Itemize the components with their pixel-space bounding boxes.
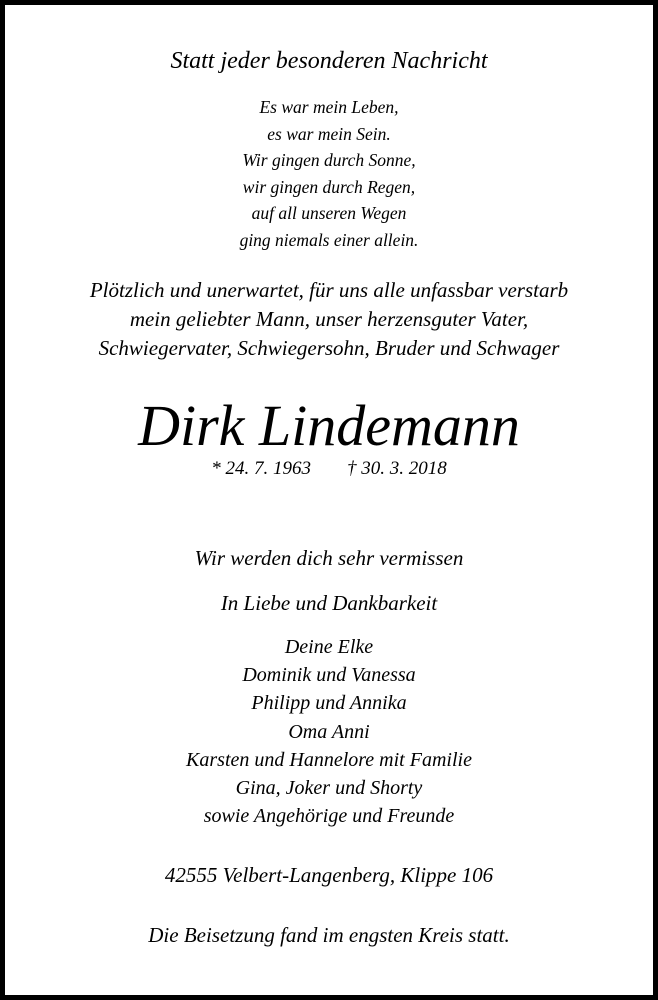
mourners-list: [5, 633, 653, 830]
mourner: Philipp und Annika: [251, 692, 407, 715]
intro-line: Plötzlich und unerwartet, für uns alle unfassbar verstarb: [89, 278, 569, 302]
life-dates: [5, 457, 653, 481]
poem-line: Wir gingen durch Sonne,: [242, 150, 416, 170]
mourner: Gina, Joker und Shorty: [235, 777, 423, 800]
mourner: Deine Elke: [284, 636, 374, 658]
poem-line: wir gingen durch Regen,: [242, 176, 416, 197]
poem-line: es war mein Sein.: [267, 123, 391, 144]
notice-header: Statt jeder besonderen Nachricht: [170, 48, 488, 74]
mourner: Karsten und Hannelore mit Familie: [186, 748, 472, 771]
deceased-name: Dirk Lindemann: [138, 393, 520, 458]
mourner: sowie Angehörige und Freunde: [203, 805, 455, 828]
miss-line: Wir werden dich sehr vermissen: [194, 546, 464, 570]
intro-line: mein geliebter Mann, unser herzensguter Vater,: [129, 307, 529, 331]
intro-text: [5, 276, 653, 363]
death-date: † 30. 3. 2018: [347, 458, 447, 479]
love-line: In Liebe und Dankbarkeit: [220, 591, 438, 615]
birth-date: * 24. 7. 1963: [211, 458, 311, 479]
poem-line: ging niemals einer allein.: [239, 229, 419, 250]
address: 42555 Velbert-Langenberg, Klippe 106: [164, 863, 494, 887]
mourner: Oma Anni: [288, 720, 370, 743]
poem-line: auf all unseren Wegen: [251, 203, 407, 223]
burial-note: Die Beisetzung fand im engsten Kreis statt.: [148, 923, 510, 947]
poem-line: Es war mein Leben,: [259, 97, 399, 117]
mourner: Dominik und Vanessa: [242, 664, 416, 687]
poem: [5, 94, 653, 253]
intro-line: Schwiegervater, Schwiegersohn, Bruder und Schwager: [98, 336, 560, 360]
